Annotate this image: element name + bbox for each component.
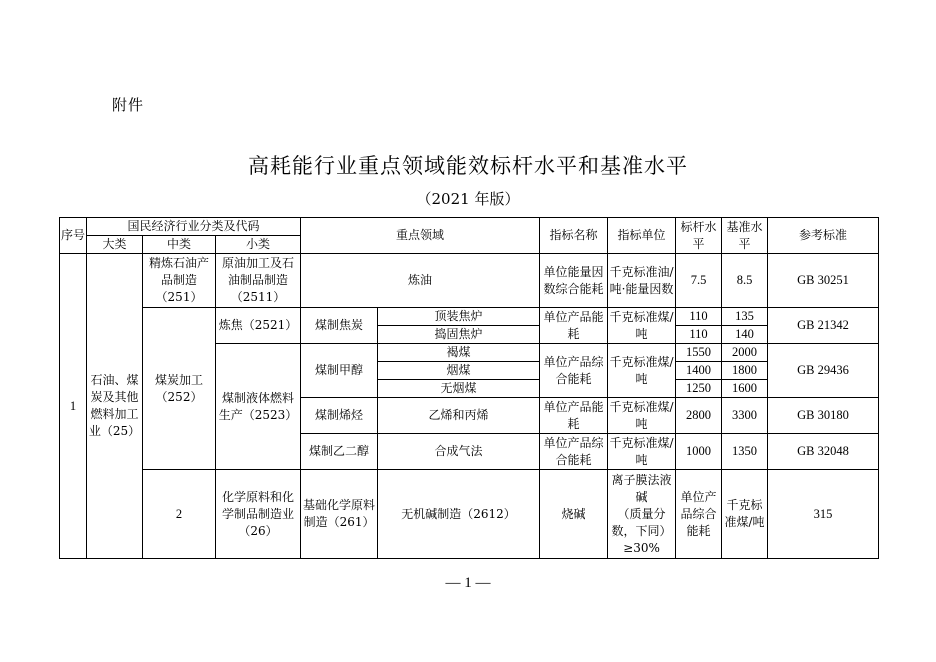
attachment-label: 附件 xyxy=(112,96,145,114)
subfield-line-2: （质量分数，下同）≥30% xyxy=(611,506,672,555)
subfield-cell: 捣固焦炉 xyxy=(378,326,540,344)
document-title: 高耗能行业重点领域能效标杆水平和基准水平 xyxy=(248,154,688,178)
page-number: — 1 — xyxy=(445,575,491,591)
header-minor: 小类 xyxy=(216,236,301,254)
middle-category-cell: 基础化学原料制造（261） xyxy=(301,470,378,559)
baseline-cell: 8.5 xyxy=(722,254,768,308)
indicator-cell: 单位产品能耗 xyxy=(540,398,608,434)
subfield-cell: 顶装焦炉 xyxy=(378,308,540,326)
table-row xyxy=(60,308,879,326)
header-field: 重点领域 xyxy=(301,218,540,254)
header-major: 大类 xyxy=(87,236,143,254)
standard-cell: GB 30180 xyxy=(768,398,879,434)
major-category-cell: 化学原料和化学制品制造业（26） xyxy=(216,470,301,559)
table-row xyxy=(60,254,879,308)
benchmark-cell: 1550 xyxy=(676,344,722,362)
benchmark-cell: 110 xyxy=(676,326,722,344)
major-category-cell: 石油、煤炭及其他燃料加工业（25） xyxy=(87,254,143,559)
baseline-cell: 2000 xyxy=(722,344,768,362)
benchmark-cell: 110 xyxy=(676,308,722,326)
indicator-cell: 单位能量因数综合能耗 xyxy=(540,254,608,308)
subfield-cell: 乙烯和丙烯 xyxy=(378,398,540,434)
field-cell: 煤制甲醇 xyxy=(301,344,378,398)
standard-cell: GB 29436 xyxy=(768,344,879,398)
subfield-cell: 合成气法 xyxy=(378,434,540,470)
header-industry-group: 国民经济行业分类及代码 xyxy=(87,218,301,236)
unit-cell: 千克标准煤/吨 xyxy=(608,308,676,344)
baseline-cell: 140 xyxy=(722,326,768,344)
field-cell: 煤制烯烃 xyxy=(301,398,378,434)
benchmark-cell: 1000 xyxy=(676,434,722,470)
unit-cell: 千克标准煤/吨 xyxy=(608,434,676,470)
subfield-cell: 烟煤 xyxy=(378,362,540,380)
unit-cell: 千克标准煤/吨 xyxy=(608,344,676,398)
document-subtitle: （2021 年版） xyxy=(416,190,520,208)
standard-cell: GB 21342 xyxy=(768,308,879,344)
subfield-line-1: 离子膜法液碱 xyxy=(611,472,672,504)
header-benchmark: 标杆水平 xyxy=(676,218,722,254)
benchmark-cell: 7.5 xyxy=(676,254,722,308)
header-seq: 序号 xyxy=(60,218,87,254)
middle-category-cell: 精炼石油产品制造（251） xyxy=(143,254,216,308)
header-row-1 xyxy=(60,218,879,236)
unit-cell: 千克标准油/吨·能量因数 xyxy=(608,254,676,308)
unit-cell: 千克标准煤/吨 xyxy=(608,398,676,434)
benchmark-cell: 315 xyxy=(768,470,879,559)
seq-cell: 1 xyxy=(60,254,87,559)
indicator-cell: 单位产品综合能耗 xyxy=(540,344,608,398)
minor-category-cell: 无机碱制造（2612） xyxy=(378,470,540,559)
header-indicator: 指标名称 xyxy=(540,218,608,254)
baseline-cell: 1800 xyxy=(722,362,768,380)
table-row xyxy=(60,470,879,559)
minor-category-cell: 煤制液体燃料生产（2523） xyxy=(216,344,301,470)
field-cell: 炼油 xyxy=(301,254,540,308)
indicator-cell: 单位产品能耗 xyxy=(540,308,608,344)
subfield-cell xyxy=(608,470,676,559)
benchmark-cell: 1400 xyxy=(676,362,722,380)
benchmark-cell: 2800 xyxy=(676,398,722,434)
header-middle: 中类 xyxy=(143,236,216,254)
baseline-cell: 1600 xyxy=(722,380,768,398)
header-standard: 参考标准 xyxy=(768,218,879,254)
energy-efficiency-table xyxy=(59,217,879,559)
baseline-cell: 1350 xyxy=(722,434,768,470)
standard-cell: GB 32048 xyxy=(768,434,879,470)
subfield-cell: 褐煤 xyxy=(378,344,540,362)
indicator-cell: 单位产品综合能耗 xyxy=(540,434,608,470)
field-cell: 烧碱 xyxy=(540,470,608,559)
header-baseline: 基准水平 xyxy=(722,218,768,254)
minor-category-cell: 原油加工及石油制品制造（2511） xyxy=(216,254,301,308)
field-cell: 煤制乙二醇 xyxy=(301,434,378,470)
indicator-cell: 单位产品综合能耗 xyxy=(676,470,722,559)
baseline-cell: 3300 xyxy=(722,398,768,434)
seq-cell: 2 xyxy=(143,470,216,559)
field-cell: 煤制焦炭 xyxy=(301,308,378,344)
standard-cell: GB 30251 xyxy=(768,254,879,308)
minor-category-cell: 炼焦（2521） xyxy=(216,308,301,344)
header-unit: 指标单位 xyxy=(608,218,676,254)
subfield-cell: 无烟煤 xyxy=(378,380,540,398)
middle-category-cell: 煤炭加工（252） xyxy=(143,308,216,470)
baseline-cell: 135 xyxy=(722,308,768,326)
benchmark-cell: 1250 xyxy=(676,380,722,398)
unit-cell: 千克标准煤/吨 xyxy=(722,470,768,559)
